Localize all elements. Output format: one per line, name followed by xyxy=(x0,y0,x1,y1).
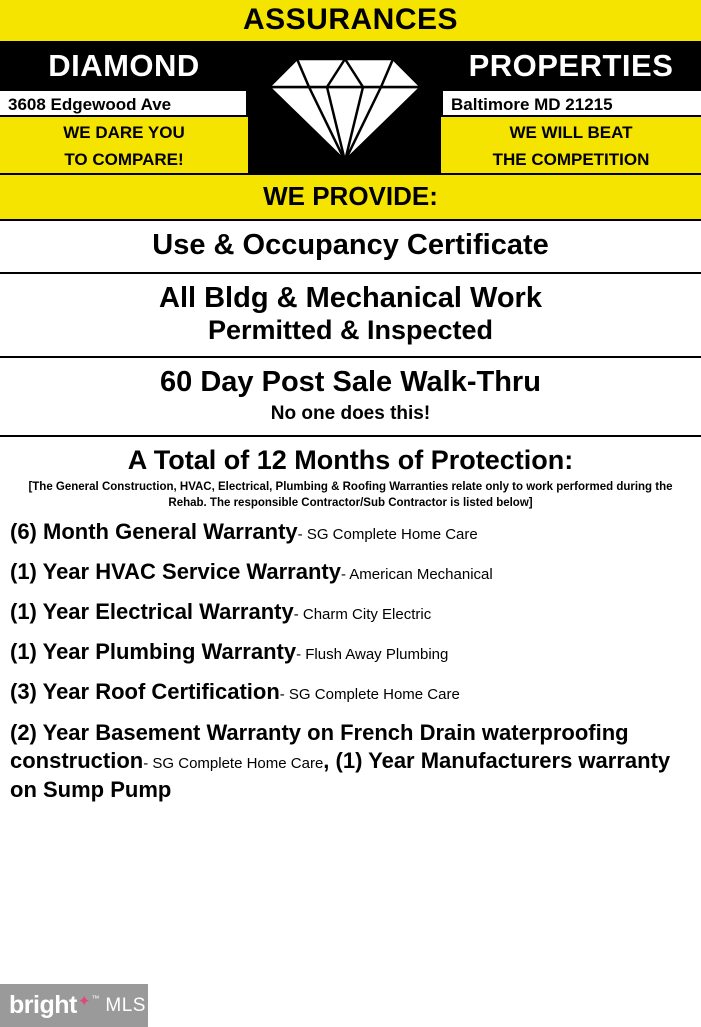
warranty-title: (1) Year HVAC Service Warranty xyxy=(10,559,341,585)
watermark-tm: ™ xyxy=(91,994,100,1003)
protection-note: [The General Construction, HVAC, Electrical, Plumbing & Roofing Warranties relate only to work performed during the Rehab. The responsible Contractor/Sub Contractor is listed below] xyxy=(28,481,673,509)
warranty-provider: - SG Complete Home Care xyxy=(297,526,478,544)
warranty-title: (3) Year Roof Certification xyxy=(10,679,280,705)
star-icon: ✦ xyxy=(77,992,91,1010)
provision-use-occupancy: Use & Occupancy Certificate xyxy=(0,221,701,274)
list-item xyxy=(10,599,691,625)
brand-name-left: DIAMOND xyxy=(48,48,200,83)
provision-walkthru-line1: 60 Day Post Sale Walk-Thru xyxy=(160,366,541,399)
warranty-provider: - Charm City Electric xyxy=(293,606,432,624)
warranty-title: (2) Year Basement Warranty on French Drain waterproofing construction xyxy=(10,720,629,774)
slogan-left-line1: WE DARE YOU xyxy=(63,123,185,142)
warranty-provider: - Flush Away Plumbing xyxy=(296,646,449,664)
slogan-right-line2: THE COMPETITION xyxy=(492,150,650,169)
watermark-bright-text: bright xyxy=(9,991,77,1019)
provision-bldg-line2: Permitted & Inspected xyxy=(207,315,494,346)
provision-bldg-line1: All Bldg & Mechanical Work xyxy=(159,282,542,314)
assurances-banner: ASSURANCES xyxy=(0,0,701,43)
slogan-left-line2: TO COMPARE! xyxy=(64,150,184,169)
list-item xyxy=(10,559,691,585)
list-item xyxy=(10,679,691,705)
warranty-provider: - SG Complete Home Care xyxy=(143,755,324,773)
warranty-provider: - SG Complete Home Care xyxy=(279,686,460,704)
warranty-title-continued: , (1) Year Manufacturers warranty on Sump Pump xyxy=(10,748,671,802)
provision-bldg-mechanical xyxy=(0,274,701,358)
protection-title: A Total of 12 Months of Protection: xyxy=(127,445,574,476)
list-item xyxy=(10,639,691,665)
brand-block xyxy=(0,43,701,173)
list-item xyxy=(10,519,691,545)
brand-name-right: PROPERTIES xyxy=(468,48,674,83)
we-provide-banner: WE PROVIDE: xyxy=(0,173,701,221)
warranty-list xyxy=(0,513,701,803)
address-city-state-zip: Baltimore MD 21215 xyxy=(441,89,701,117)
slogan-left xyxy=(0,117,248,173)
address-street: 3608 Edgewood Ave xyxy=(0,89,248,117)
watermark-mls-text: MLS xyxy=(105,994,146,1016)
diamond-icon-svg xyxy=(257,49,433,167)
diamond-icon xyxy=(248,43,441,173)
list-item xyxy=(10,719,691,803)
warranty-title: (6) Month General Warranty xyxy=(10,519,298,545)
protection-block xyxy=(0,437,701,513)
bright-mls-watermark xyxy=(0,984,148,1027)
warranty-title: (1) Year Electrical Warranty xyxy=(10,599,294,625)
provision-walkthru xyxy=(0,358,701,437)
slogan-right-line1: WE WILL BEAT xyxy=(509,123,633,142)
warranty-provider: - American Mechanical xyxy=(340,566,493,584)
slogan-right xyxy=(441,117,701,173)
warranty-title: (1) Year Plumbing Warranty xyxy=(10,639,297,665)
provision-walkthru-line2: No one does this! xyxy=(270,403,431,425)
